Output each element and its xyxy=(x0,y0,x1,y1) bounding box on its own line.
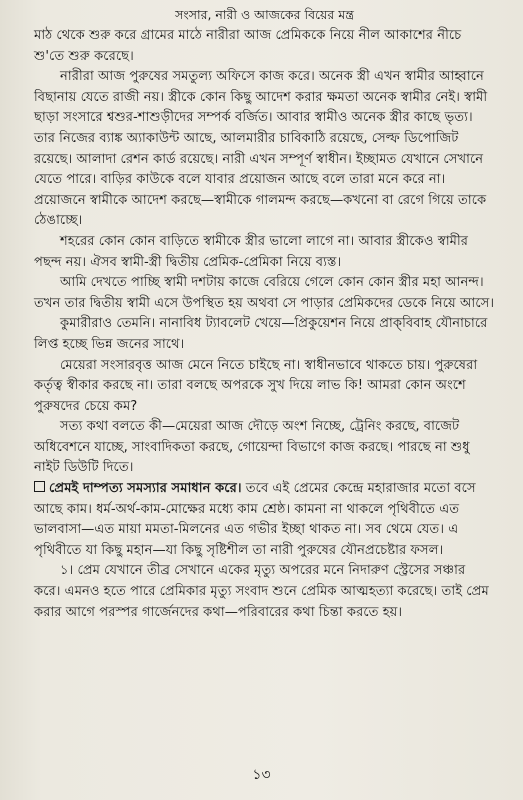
paragraph: নারীরা আজ পুরুষের সমতুল্য অফিসে কাজ করে। অনেক স্ত্রী এখন স্বামীর আহ্বানে বিছানায় যেতে রাজী নয়। স্ত্রীকে কোন কিছু আদেশ করার ক্ষমতা অনেক স্বামীর নেই। স্বামী ছাড়া সংসারে শ্বশুর-শাশুড়ীদের সম্পর্ক বর্জিত। আবার স্বামীও অনেক স্ত্রীর কাছে ভৃত্য। তার নিজের ব্যাঙ্ক অ্যাকাউন্ট আছে, আলমারীর চাবিকাঠি রয়েছে, সেল্ফ ডিপোজিট রয়েছে। আলাদা রেশন কার্ড রয়েছে। নারী এখন সম্পূর্ণ স্বাধীন। ইচ্ছামত যেখানে সেখানে যেতে পারে। বাড়ির কাউকে বলে যাবার প্রয়োজন আছে বলে তারা মনে করে না। প্রয়োজনে স্বামীকে আদেশ করছে—স্বামীকে গালমন্দ করছে—কখনো বা রেগে গিয়ে তাকে ঠেঙাচ্ছে। xyxy=(34,69,488,229)
paragraph: কুমারীরাও তেমনি। নানাবিধ ট্যাবলেট খেয়ে—প্রিকুয়েশন নিয়ে প্রাক্‌বিবাহ যৌনাচারে লিপ্ত হচ্ছে ভিন্ন জনের সাথে। xyxy=(34,316,488,352)
paragraph: ১। প্রেম যেখানে তীব্র সেখানে একের মৃত্যু অপরের মনে নিদারুণ স্ট্রেসের সঞ্চার করে। এমনও হতে পারে প্রেমিকার মৃত্যু সংবাদ শুনে প্রেমিক আত্মহত্যা করেছে। তাই প্রেম করার আগে পরস্পর গার্জেনদের কথা—পরিবারের কথা চিন্তা করতে হয়। xyxy=(34,563,489,620)
checkbox-square-icon xyxy=(34,481,45,492)
paragraph: আমি দেখতে পাচ্ছি স্বামী দশটায় কাজে বেরিয়ে গেলে কোন কোন স্ত্রীর মহা আনন্দ। তখন তার দ্বিতীয় স্বামী এসে উপস্থিত হয় অথবা সে পাড়ার প্রেমিকদের ডেকে নিয়ে আসে। xyxy=(34,275,495,311)
section-lead: প্রেমই দাম্পত্য সমস্যার সমাধান করে। xyxy=(49,481,242,497)
paragraph: শহরের কোন কোন বাড়িতে স্বামীকে স্ত্রীর ভালো লাগে না। আবার স্ত্রীকেও স্বামীর পছন্দ নয়। ঐসব স্বামী-স্ত্রী দ্বিতীয় প্রেমিক-প্রেমিকা নিয়ে ব্যস্ত। xyxy=(34,233,468,270)
section-text: তবে এই প্রেমের কেন্দ্রে মহারাজার মতো বসে আছে কাম। ধর্ম-অর্থ-কাম-মোক্ষের মধ্যে কাম শ্রেষ্ঠ। কামনা না থাকলে পৃথিবীতে এত ভালবাসা—এত মায়া মমতা-মিলনের এত গভীর ইচ্ছা থাকত না। সব থেমে যেত। এ পৃথিবীতে যা কিছু মহান—যা কিছু সৃষ্টিশীল তা নারী পুরুষের যৌনপ্রচেষ্টার ফসল। xyxy=(34,481,476,558)
paragraph: মেয়েরা সংসারবৃত্ত আজ মেনে নিতে চাইছে না। স্বাধীনভাবে থাকতে চায়। পুরুষেরা কর্তৃত্ব স্বীকার করছে না। তারা বলছে অপরকে সুখ দিয়ে লাভ কি! আমরা কোন অংশে পুরুষদের চেয়ে কম? xyxy=(34,357,478,414)
section-paragraph xyxy=(34,479,495,561)
page-number: ১৩ xyxy=(252,767,271,783)
running-header: সংসার, নারী ও আজকের বিয়ের মন্ত্র xyxy=(175,7,354,22)
paragraph: মাঠ থেকে শুরু করে গ্রামের মাঠে নারীরা আজ প্রেমিককে নিয়ে নীল আকাশের নীচে শু'তে শুরু করেছে। xyxy=(34,28,462,64)
page-body xyxy=(34,26,495,623)
paragraph: সত্য কথা বলতে কী—মেয়েরা আজ দৌড়ে অংশ নিচ্ছে, ট্রেনিং করছে, বাজেট অধিবেশনে যাচ্ছে, সাংবাদিকতা করছে, গোয়েন্দা বিভাগে কাজ করছে। পারছে না শুধু নাইট ডিউটি দিতে। xyxy=(34,419,470,476)
